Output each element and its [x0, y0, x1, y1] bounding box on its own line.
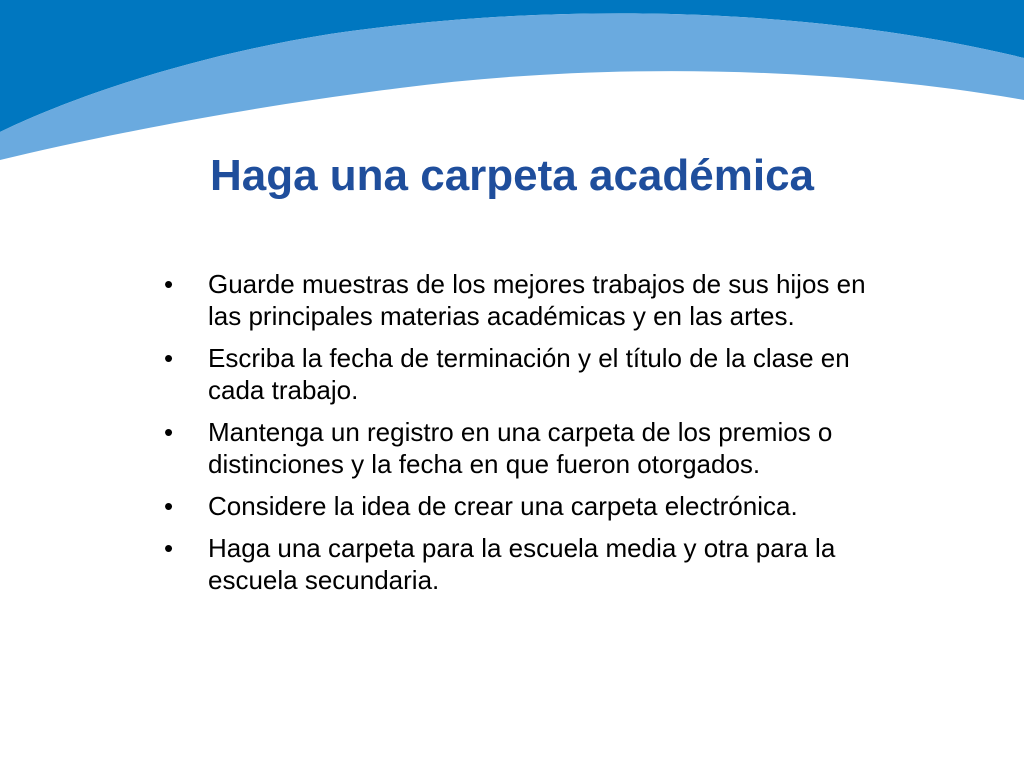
bullet-list: [160, 268, 880, 606]
bullet-marker: •: [164, 343, 174, 373]
bullet-text: Guarde muestras de los mejores trabajos de sus hijos en las principales materias académicas y en las artes.: [208, 269, 866, 331]
bullet-marker: •: [164, 269, 174, 299]
bullet-marker: •: [164, 491, 174, 521]
bullet-item: [160, 268, 880, 332]
bullet-text: Escriba la fecha de terminación y el título de la clase en cada trabajo.: [208, 343, 850, 405]
bullet-text: Mantenga un registro en una carpeta de los premios o distinciones y la fecha en que fueron otorgados.: [208, 417, 833, 479]
bullet-item: [160, 416, 880, 480]
header-wave-decoration: [0, 0, 1024, 170]
bullet-item: [160, 342, 880, 406]
bullet-text: Haga una carpeta para la escuela media y otra para la escuela secundaria.: [208, 533, 836, 595]
bullet-item: [160, 532, 880, 596]
bullet-marker: •: [164, 417, 174, 447]
bullet-marker: •: [164, 533, 174, 563]
bullet-text: Considere la idea de crear una carpeta electrónica.: [208, 491, 798, 521]
slide-title: Haga una carpeta académica: [209, 151, 815, 200]
bullet-item: [160, 490, 880, 522]
